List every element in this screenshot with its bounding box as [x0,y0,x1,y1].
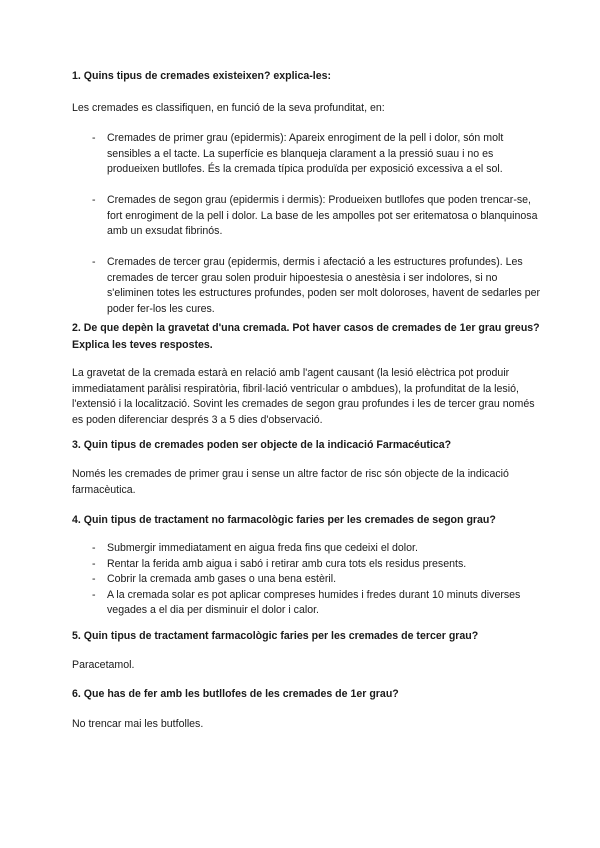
answer-1-list [92,131,542,317]
answer-2: La gravetat de la cremada estarà en relació amb l'agent causant (la lesió elèctrica pot produir immediatament paràlisi respiratòria, fibril·lació ventricular o ambdues), la profunditat de la lesió, l'extensió i la localització. Sovint les cremades de segon grau profundes i les de tercer grau només es poden diferenciar després 3 a 5 dies d'observació. [72,367,535,426]
question-4: 4. Quin tipus de tractament no farmacològic faries per les cremades de segon grau? [72,514,496,526]
list-item: - Cobrir la cremada amb gases o una bena estèril. [92,572,542,588]
list-item: - Cremades de tercer grau (epidermis, dermis i afectació a les estructures profundes). Les cremades de tercer grau solen produir hipoestesia o anestèsia i ser indolores, si no s'eliminen totes les estructures profundes, poden ser molt doloroses, havent de sedarles per poder fer-los les cures. [92,255,542,317]
answer-6: No trencar mai les butfolles. [72,718,204,730]
question-6: 6. Que has de fer amb les butllofes de les cremades de 1er grau? [72,688,399,700]
list-item: - Cremades de primer grau (epidermis): Apareix enrogiment de la pell i dolor, són molt sensibles a el tacte. La superfície es blanqueja clarament a la pressió suau i no es produeixen butllofes. És la cremada típica produïda per exposició excessiva a el sol. [92,131,542,178]
question-3: 3. Quin tipus de cremades poden ser objecte de la indicació Farmacéutica? [72,439,452,451]
question-5: 5. Quin tipus de tractament farmacològic faries per les cremades de tercer grau? [72,630,479,642]
list-item: - A la cremada solar es pot aplicar compreses humides i fredes durant 10 minuts diverses vegades a el dia per disminuir el dolor i calor. [92,588,542,619]
question-1: 1. Quins tipus de cremades existeixen? explica-les: [72,70,332,82]
list-item: - Cremades de segon grau (epidermis i dermis): Produeixen butllofes que poden trencar-se, fort enrogiment de la pell i dolor. La base de les ampolles pot ser eritematosa o blanquinosa amb un exsudat fibrinós. [92,193,542,240]
question-2: 2. De que depèn la gravetat d'una cremada. Pot haver casos de cremades de 1er grau greus? Explica les teves respostes. [72,322,540,351]
answer-3: Només les cremades de primer grau i sense un altre factor de risc són objecte de la indicació farmacèutica. [72,468,509,496]
answer-5: Paracetamol. [72,659,135,671]
list-item: - Submergir immediatament en aigua freda fins que cedeixi el dolor. [92,541,542,557]
list-item: - Rentar la ferida amb aigua i sabó i retirar amb cura tots els residus presents. [92,557,542,573]
answer-4-list [92,541,542,619]
answer-1-intro: Les cremades es classifiquen, en funció de la seva profunditat, en: [72,102,385,114]
